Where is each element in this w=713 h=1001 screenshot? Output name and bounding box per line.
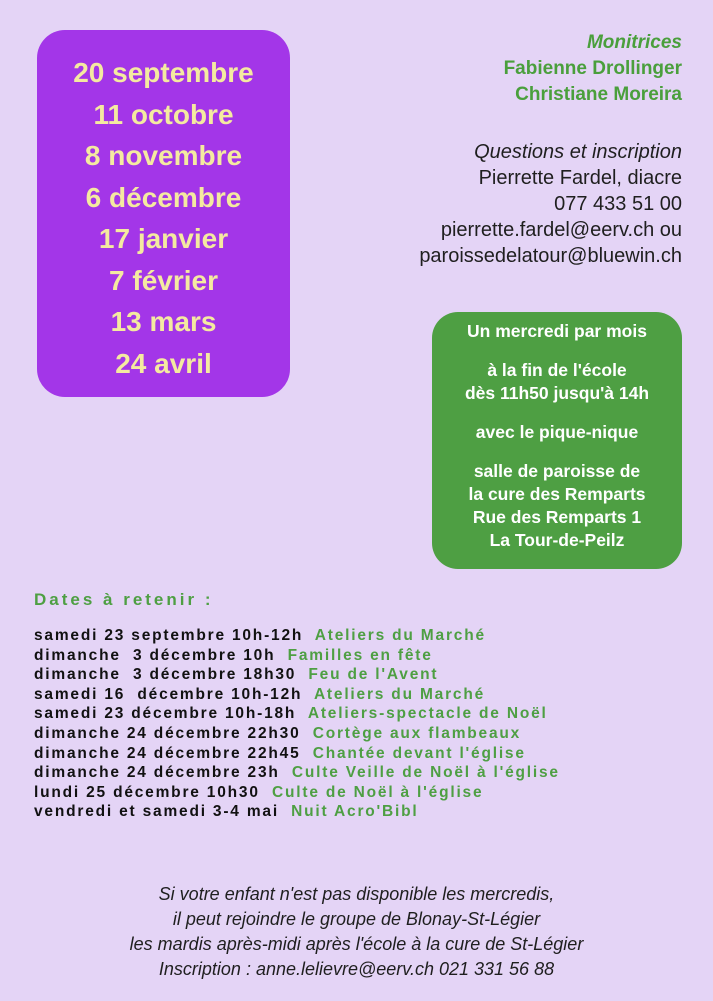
footer-note (0, 882, 713, 982)
event-what: Feu de l'Avent (308, 666, 439, 684)
event-what: Familles en fête (287, 646, 433, 664)
event-row (34, 724, 704, 744)
info-line: la cure des Remparts (468, 484, 646, 504)
event-row (34, 763, 704, 783)
event-row (34, 783, 704, 803)
event-row (34, 685, 704, 705)
contacts-block (302, 30, 682, 269)
event-when: samedi 23 septembre 10h-12h (34, 627, 304, 644)
info-line: salle de paroisse de (473, 461, 641, 481)
date-item: 8 novembre (84, 140, 243, 171)
date-item: 17 janvier (98, 223, 229, 254)
event-when: dimanche 3 décembre 18h30 (34, 666, 297, 684)
date-item: 24 avril (115, 347, 212, 379)
event-when: dimanche 24 décembre 23h (34, 764, 280, 782)
event-when: dimanche 24 décembre 22h45 (34, 744, 301, 762)
date-item: 6 décembre (85, 181, 242, 213)
info-line: dès 11h50 jusqu'à 14h (464, 383, 650, 403)
date-item: 13 mars (110, 306, 217, 337)
contact-heading: Questions et inscription (474, 141, 682, 163)
event-when: vendredi et samedi 3-4 mai (34, 803, 279, 821)
date-item: 11 octobre (93, 98, 234, 130)
event-what: Ateliers-spectacle de Noël (307, 705, 548, 723)
footer-line: il peut rejoindre le groupe de Blonay-St-Légier (172, 909, 541, 929)
event-when: lundi 25 décembre 10h30 (34, 783, 260, 801)
retenir-title: Dates à retenir : (34, 590, 214, 609)
event-when: dimanche 24 décembre 22h30 (34, 724, 301, 742)
event-when: samedi 23 décembre 10h-18h (34, 705, 297, 723)
event-what: Culte Veille de Noël à l'église (291, 764, 560, 782)
monitrice-name: Christiane Moreira (515, 84, 682, 105)
info-line: Rue des Remparts 1 (472, 507, 642, 527)
event-row (34, 704, 704, 724)
events-list (34, 626, 704, 822)
event-what: Culte de Noël à l'église (271, 783, 484, 801)
date-item: 20 septembre (73, 57, 254, 88)
monitrices-title: Monitrices (586, 32, 682, 53)
event-what: Nuit Acro'Bibl (291, 803, 419, 821)
dates-box (37, 30, 290, 397)
info-line: Un mercredi par mois (467, 321, 647, 341)
contact-phone: 077 433 51 00 (554, 193, 682, 215)
event-what: Cortège aux flambeaux (312, 724, 522, 742)
info-line: La Tour-de-Peilz (489, 530, 625, 550)
event-row (34, 646, 704, 666)
event-what: Ateliers du Marché (313, 685, 486, 703)
event-row (34, 665, 704, 685)
footer-line: Si votre enfant n'est pas disponible les mercredis, (158, 884, 555, 904)
event-row (34, 626, 704, 646)
event-when: dimanche 3 décembre 10h (34, 646, 276, 664)
footer-line: les mardis après-midi après l'école à la cure de St-Légier (129, 934, 584, 954)
event-when: samedi 16 décembre 10h-12h (34, 685, 303, 703)
contact-email: paroissedelatour@bluewin.ch (419, 245, 682, 267)
date-item: 7 février (109, 264, 218, 296)
event-row (34, 802, 704, 822)
info-box (432, 312, 682, 569)
info-line: avec le pique-nique (475, 422, 639, 442)
contact-person: Pierrette Fardel, diacre (478, 167, 682, 189)
event-row (34, 744, 704, 764)
footer-line: Inscription : anne.lelievre@eerv.ch 021 331 56 88 (158, 959, 555, 979)
event-what: Chantée devant l'église (312, 744, 526, 762)
monitrice-name: Fabienne Drollinger (503, 58, 682, 79)
event-what: Ateliers du Marché (314, 627, 486, 644)
contact-email: pierrette.fardel@eerv.ch ou (440, 219, 682, 241)
info-line: à la fin de l'école (487, 360, 627, 380)
